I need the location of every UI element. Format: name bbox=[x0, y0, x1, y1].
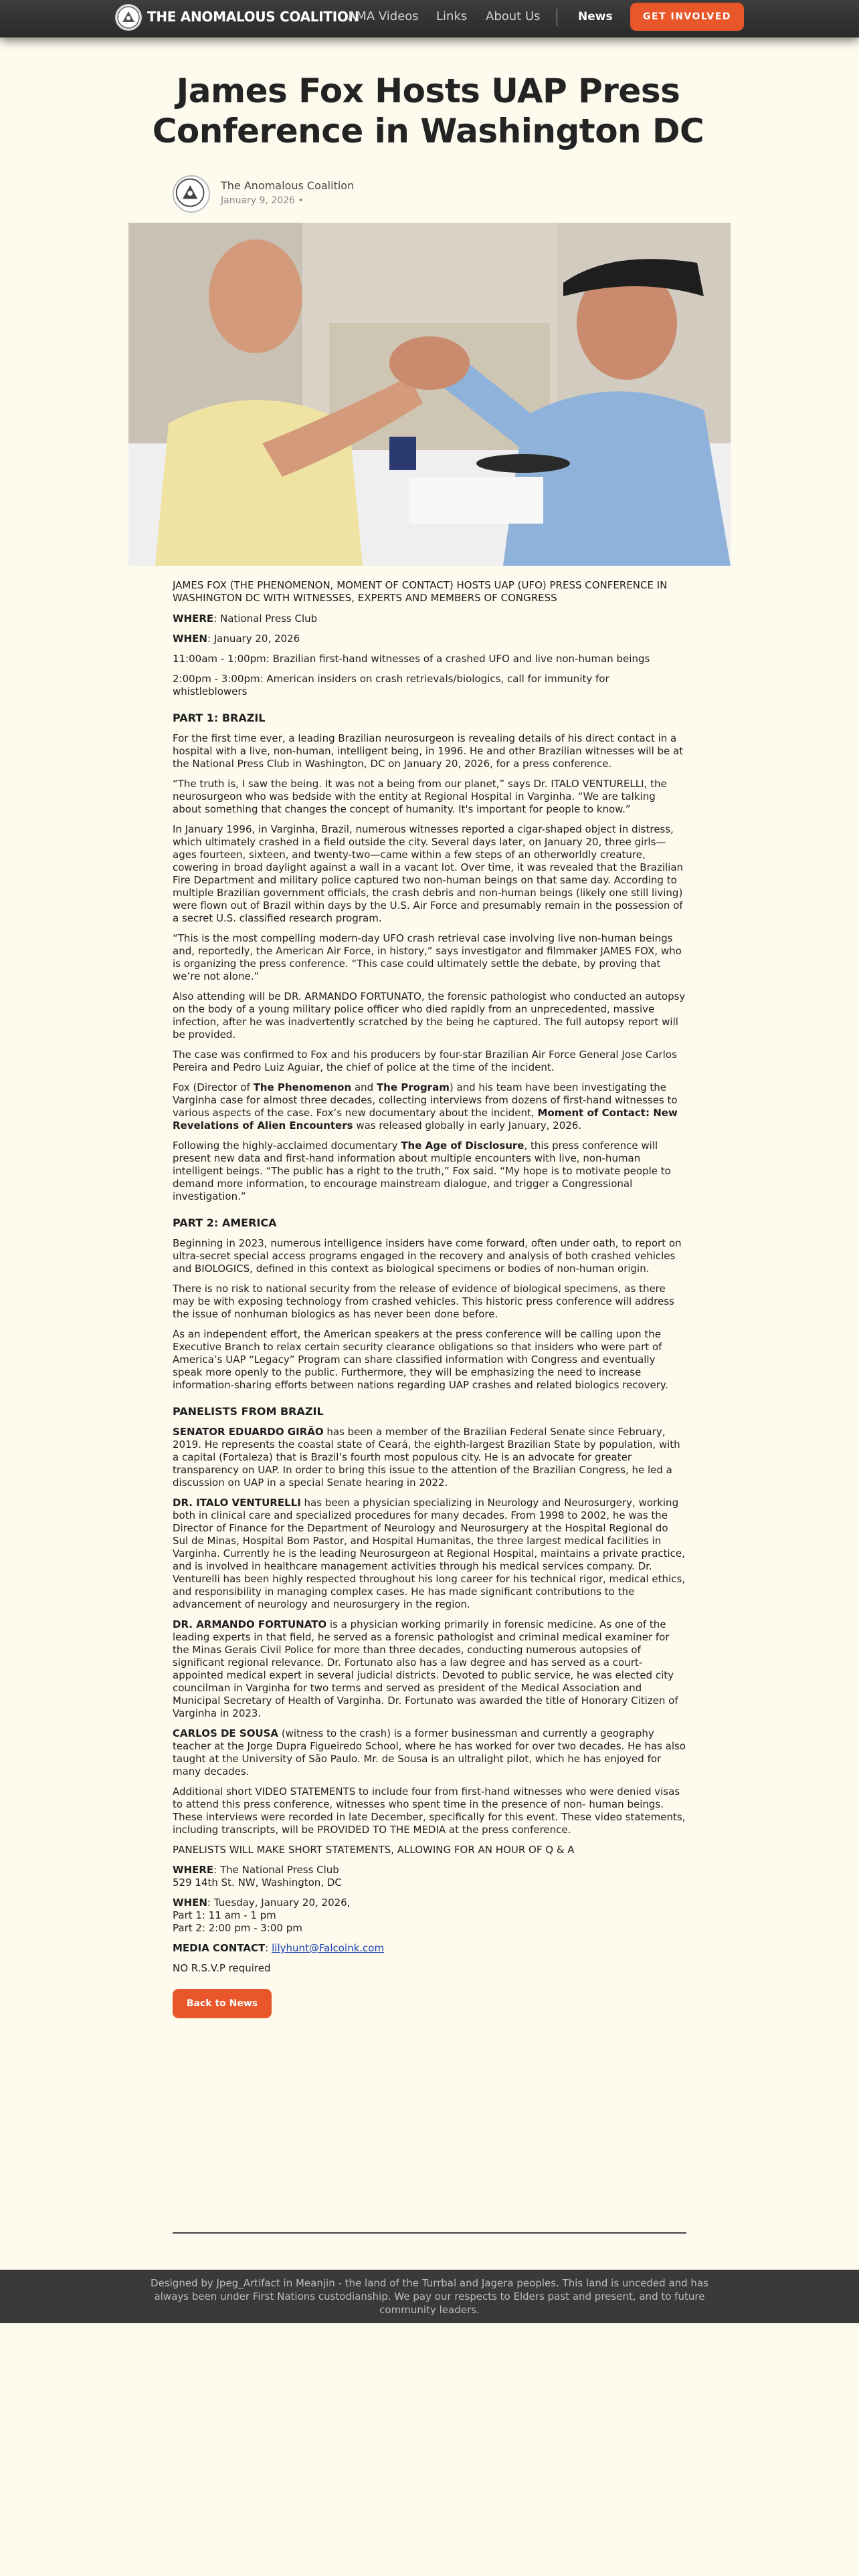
event-where-details: WHERE: The National Press Club 529 14th St. NW, Washington, DC bbox=[173, 1864, 342, 1889]
panelist-bio: CARLOS DE SOUSA (witness to the crash) is a former businessman and currently a geography teacher at the Jorge Dupra Figueiredo School, where he has worked for over two decades. He has also taught at the University of São Paulo. Mr. de Sousa is an ultralight pilot, which he has enjoyed for many decades. bbox=[173, 1727, 686, 1778]
hero-image bbox=[128, 223, 731, 566]
nav-link-news[interactable]: News bbox=[578, 10, 613, 23]
paragraph: Beginning in 2023, numerous intelligence insiders have come forward, often under oath, to report on ultra-secret special access programs engaged in the recovery and analysis of both crashed vehicles and BIOLOGICS, defined in this context as biological specimens or bodies of non-human origin. bbox=[173, 1237, 682, 1275]
article-intro: JAMES FOX (THE PHENOMENON, MOMENT OF CONTACT) HOSTS UAP (UFO) PRESS CONFERENCE IN WASHINGTON DC WITH WITNESSES, EXPERTS AND MEMBERS OF CONGRESS bbox=[173, 579, 668, 604]
rsvp-note: NO R.S.V.P required bbox=[173, 1962, 271, 1974]
media-contact: MEDIA CONTACT: lilyhunt@Falcoink.com bbox=[173, 1942, 385, 1954]
schedule-part-1: 11:00am - 1:00pm: Brazilian first-hand witnesses of a crashed UFO and live non-human beings bbox=[173, 653, 650, 665]
media-contact-email-link[interactable]: lilyhunt@Falcoink.com bbox=[272, 1942, 385, 1954]
paragraph: The case was confirmed to Fox and his producers by four-star Brazilian Air Force General Jose Carlos Pereira and Pedro Luiz Aguiar, the chief of police at the time of the incident. bbox=[173, 1049, 677, 1073]
section-heading-america: PART 2: AMERICA bbox=[173, 1216, 277, 1229]
schedule-part-2: 2:00pm - 3:00pm: American insiders on crash retrievals/biologics, call for immunity for whistleblowers bbox=[173, 673, 609, 697]
paragraph: “The truth is, I saw the being. It was not a being from our planet,” says Dr. ITALO VENTURELLI, the neurosurgeon who was bedside with the entity at Regional Hospital in Varginha. “We are talking about something that changes the concept of humanity. It's important for people to know.” bbox=[173, 778, 667, 815]
panelist-bio: DR. ARMANDO FORTUNATO is a physician working primarily in forensic medicine. As one of the leading experts in that field, he served as a forensic pathologist and criminal medical examiner for the Minas Gerais Civil Police for more than three decades, conducting numerous autopsies of significant regional relevance. Dr. Fortunato also has a law degree and has served as a court-appointed medical expert in several judicial districts. Devoted to public service, he was elected city councilman in Varginha for two terms and served as president of the Medical Association and Municipal Secretary of Health of Varginha. Dr. Fortunato was awarded the title of Honorary Citizen of Varginha in 2023. bbox=[173, 1618, 678, 1719]
site-footer bbox=[0, 2270, 859, 2323]
top-nav bbox=[0, 0, 859, 37]
event-when: WHEN: January 20, 2026 bbox=[173, 633, 300, 645]
event-where: WHERE: National Press Club bbox=[173, 613, 318, 625]
paragraph: “This is the most compelling modern-day UFO crash retrieval case involving live non-human beings and, reportedly, the American Air Force, in history,” says investigator and filmmaker JAMES FOX, who is organizing the press conference. “This case could ultimately settle the debate, by proving that we’re not alone.” bbox=[173, 932, 682, 982]
paragraph: PANELISTS WILL MAKE SHORT STATEMENTS, ALLOWING FOR AN HOUR OF Q & A bbox=[173, 1844, 575, 1856]
nav-link-ama-videos[interactable]: AMA Videos bbox=[348, 9, 419, 23]
panelist-bio: DR. ITALO VENTURELLI has been a physician specializing in Neurology and Neurosurgery, working both in clinical care and specialized procedures for many decades. From 1998 to 2002, he was the Director of Finance for the Department of Neurology and Neurosurgery at the Hospital Regional do Sul de Minas, Hospital Bom Pastor, and Hospital Humanitas, the three largest medical facilities in Varginha. Currently he is the leading Neurosurgeon at Regional Hospital, maintains a private practice, and is involved in healthcare management activities through his medical services company. Dr. Venturelli has been highly respected throughout his long career for his technical rigor, medical ethics, and responsibility in managing complex cases. He has made significant contributions to the advancement of neurology and neurosurgery in the region. bbox=[173, 1497, 686, 1610]
author-avatar bbox=[173, 175, 210, 213]
back-to-news-button[interactable]: Back to News bbox=[173, 1989, 272, 2018]
paragraph: Additional short VIDEO STATEMENTS to include four from first-hand witnesses who were denied visas to attend this press conference, witnesses who spent time in the presence of non- human beings. These interviews were recorded in late December, specifically for this event. These video statements, including transcripts, will be PROVIDED TO THE MEDIA at the press conference. bbox=[173, 1786, 686, 1836]
paragraph: Fox (Director of The Phenomenon and The Program) and his team have been investigating the Varginha case for almost three decades, collecting interviews from dozens of first-hand witnesses to various aspects of the case. Fox’s new documentary about the incident, Moment of Contact: New Revelations of Alien Encounters was released globally in early January, 2026. bbox=[173, 1081, 678, 1132]
footer-divider bbox=[173, 2232, 686, 2234]
paragraph: Also attending will be DR. ARMANDO FORTUNATO, the forensic pathologist who conducted an autopsy on the body of a young military police officer who died rapidly from an unprecedented, massive infection, after he was inadvertently scratched by the being he captured. The full autopsy report will be provided. bbox=[173, 990, 686, 1041]
publish-date: January 9, 2026 • bbox=[221, 195, 304, 206]
nav-link-about-us[interactable]: About Us bbox=[486, 9, 541, 23]
footer-text: Designed by Jpeg_Artifact in Meanjin - the land of the Turrbal and Jagera peoples. This land is unceded and has always been under First Nations custodianship. We pay our respects to Elders past and present, and to future community leaders. bbox=[151, 2277, 708, 2316]
author-name: The Anomalous Coalition bbox=[221, 179, 355, 192]
section-heading-panelists: PANELISTS FROM BRAZIL bbox=[173, 1405, 324, 1418]
panelist-bio: SENATOR EDUARDO GIRÃO has been a member of the Brazilian Federal Senate since February, 2019. He represents the coastal state of Ceará, the eighth-largest Brazilian State by population, with a capital (Fortaleza) that is Brazil’s fourth most populous city. He is an advocate for greater transparency on UAP. In order to bring this issue to the attention of the Brazilian Congress, he led a discussion on UAP in a special Senate hearing in 2022. bbox=[173, 1426, 680, 1489]
coalition-logo-icon[interactable] bbox=[115, 4, 142, 31]
paragraph: For the first time ever, a leading Brazilian neurosurgeon is revealing details of his direct contact in a hospital with a live, non-human, intelligent being, in 1996. He and other Brazilian witnesses will be at the National Press Club in Washington, DC on January 20, 2026, for a press conference. bbox=[173, 732, 684, 770]
paragraph: In January 1996, in Varginha, Brazil, numerous witnesses reported a cigar-shaped object in distress, which ultimately crashed in a field outside the city. Several days later, on January 20, three girls—ages fourteen, sixteen, and twenty-two—came within a few steps of an otherworldly creature, cowering in broad daylight against a wall in a vacant lot. Over time, it was revealed that the Brazilian Fire Department and military police captured two non-human beings on that same day. According to multiple Brazilian government officials, the crash debris and non-human beings (likely one still living) were flown out of Brazil within days by the U.S. Air Force and presumably remain in the possession of a secret U.S. classified research program. bbox=[173, 823, 684, 924]
brand-name[interactable]: THE ANOMALOUS COALITION bbox=[147, 9, 359, 25]
paragraph: Following the highly-acclaimed documentary The Age of Disclosure, this press conference will present new data and first-hand information about multiple encounters with live, non-human intelligent beings. “The public has a right to the truth,” Fox said. “My hope is to motivate people to demand more information, to encourage mainstream dialogue, and trigger a Congressional investigation.” bbox=[173, 1140, 671, 1202]
paragraph: There is no risk to national security from the release of evidence of biological specimens, as there may be with exposing technology from crashed vehicles. This historic press conference will address the issue of nonhuman biologics as has never been done before. bbox=[173, 1283, 674, 1320]
page-title: James Fox Hosts UAP Press Conference in Washington DC bbox=[152, 72, 704, 150]
section-heading-brazil: PART 1: BRAZIL bbox=[173, 712, 266, 724]
article-body bbox=[173, 579, 686, 2018]
nav-link-links[interactable]: Links bbox=[436, 9, 468, 23]
event-when-details: WHEN: Tuesday, January 20, 2026, Part 1: 11 am - 1 pm Part 2: 2:00 pm - 3:00 pm bbox=[173, 1897, 351, 1934]
paragraph: As an independent effort, the American speakers at the press conference will be calling upon the Executive Branch to relax certain security clearance obligations so that insiders who were part of America’s UAP “Legacy” Program can share classified information with Congress and eventually speak more openly to the public. Furthermore, they will be emphasizing the need to increase information-sharing efforts between nations regarding UAP crashes and related biologics recovery. bbox=[173, 1328, 668, 1391]
get-involved-button[interactable]: GET INVOLVED bbox=[630, 3, 744, 31]
